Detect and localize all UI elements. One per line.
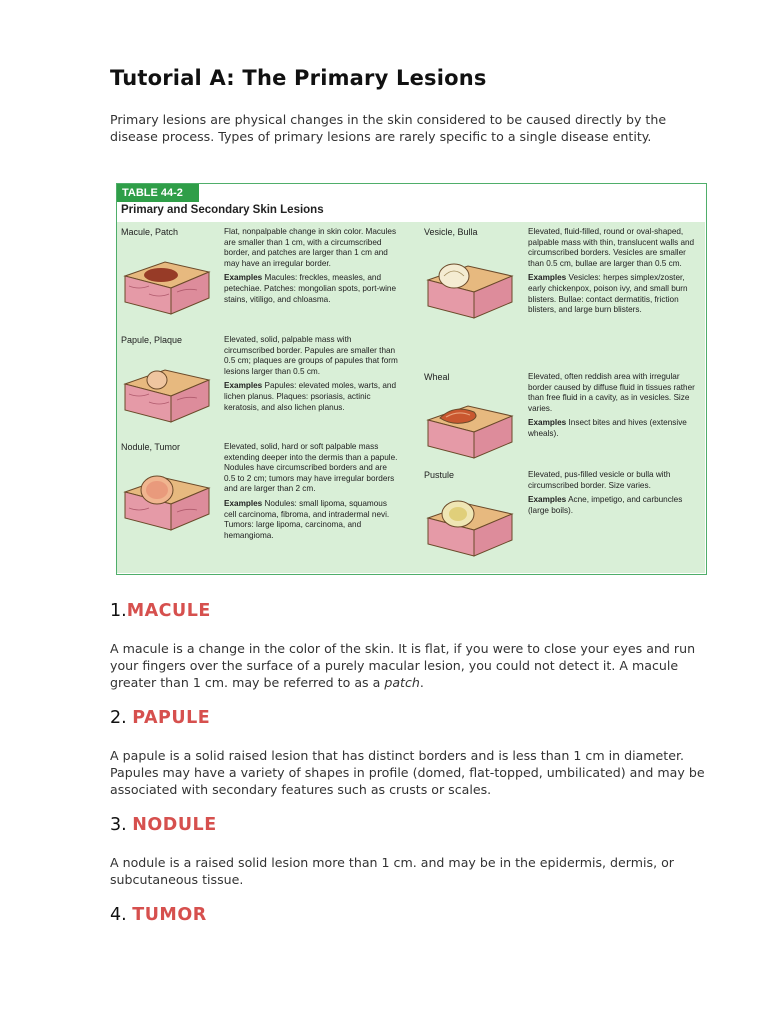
lesion-name-nodule: Nodule, Tumor xyxy=(121,442,181,452)
macule-patch-term: patch xyxy=(384,675,420,690)
wheal-examples xyxy=(528,418,704,439)
section-text-papule: A papule is a solid raised lesion that has distinct borders and is less than 1 cm in diameter. Papules may have a variety of shapes in profile (domed, flat-topped, umbilicated) and may be associated with secondary features such as crusts or scales. xyxy=(110,748,705,797)
papule-illustration xyxy=(121,350,213,424)
examples-label: Examples xyxy=(528,418,567,428)
wheal-illustration xyxy=(424,386,516,460)
lesion-name-pustule: Pustule xyxy=(424,470,455,480)
lesion-name-papule: Papule, Plaque xyxy=(121,335,183,345)
section-heading-macule xyxy=(110,601,211,621)
examples-label: Examples xyxy=(224,498,263,508)
lesion-desc-vesicle xyxy=(528,227,704,320)
lesion-desc-nodule xyxy=(224,442,400,545)
examples-label: Examples xyxy=(528,273,567,283)
macule-examples-text: Macules: freckles, measles, and petechiae. Patches: mongolian spots, port-wine stains, vitiligo, and chloasma. xyxy=(224,273,397,304)
intro-paragraph: Primary lesions are physical changes in the skin considered to be caused directly by the disease process. Types of primary lesions are rarely specific to a single disease entity. xyxy=(110,112,667,144)
papule-examples-text: Papules: elevated moles, warts, and lichen planus. Plaques: psoriasis, actinic keratosis, and also lichen planus. xyxy=(224,381,397,412)
section-text-nodule: A nodule is a raised solid lesion more than 1 cm. and may be in the epidermis, dermis, or subcutaneous tissue. xyxy=(110,855,674,887)
section-term: NODULE xyxy=(132,815,217,835)
lesion-name-vesicle: Vesicle, Bulla xyxy=(424,227,478,237)
page-title: Tutorial A: The Primary Lesions xyxy=(110,66,487,90)
nodule-description: Elevated, solid, hard or soft palpable mass extending deeper into the dermis than a papule. Nodules have circumscribed borders and are 0.5 to 2 cm; tumors may have irregular borders and are larger than 2 cm. xyxy=(224,442,398,494)
examples-label: Examples xyxy=(224,381,263,391)
table-body xyxy=(117,222,705,573)
nodule-examples-text: Nodules: small lipoma, squamous cell carcinoma, fibroma, and intradermal nevi. Tumors: large lipoma, carcinoma, and hemangioma. xyxy=(224,498,390,540)
vesicle-description: Elevated, fluid-filled, round or oval-shaped, palpable mass with thin, translucent walls and circumscribed borders. Vesicles are smaller than 0.5 cm, bullae are larger than 0.5 cm. xyxy=(528,227,695,268)
macule-illustration xyxy=(121,242,213,316)
section-number: 2. xyxy=(110,708,127,728)
section-text-macule xyxy=(110,640,710,691)
section-term: MACULE xyxy=(126,601,211,621)
macule-text: A macule is a change in the color of the skin. It is flat, if you were to close your eyes and run your fingers over the surface of a purely macular lesion, you could not detect it. A macule greater than 1 cm. may be referred to as a xyxy=(110,641,696,690)
examples-label: Examples xyxy=(528,495,567,505)
table-tag: TABLE 44-2 xyxy=(117,184,199,202)
section-heading-nodule xyxy=(110,815,217,835)
nodule-examples xyxy=(224,499,400,541)
papule-examples xyxy=(224,381,400,413)
macule-text-end: . xyxy=(419,675,424,690)
lesion-desc-wheal xyxy=(528,372,704,444)
lesions-table-figure xyxy=(116,183,707,575)
pustule-examples xyxy=(528,495,704,516)
lesion-desc-papule xyxy=(224,335,400,417)
section-heading-papule xyxy=(110,708,210,728)
table-title: Primary and Secondary Skin Lesions xyxy=(121,204,324,216)
papule-description: Elevated, solid, palpable mass with circumscribed border. Papules are smaller than 0.5 cm; plaques are groups of papules that form lesions larger than 0.5 cm. xyxy=(224,335,398,376)
section-term: TUMOR xyxy=(132,905,207,925)
vesicle-illustration xyxy=(424,246,516,320)
pustule-illustration xyxy=(424,484,516,558)
section-number: 4. xyxy=(110,905,127,925)
wheal-examples-text: Insect bites and hives (extensive wheals). xyxy=(528,418,687,438)
section-heading-tumor xyxy=(110,905,207,925)
examples-label: Examples xyxy=(224,273,263,283)
lesion-desc-macule xyxy=(224,227,400,309)
lesion-desc-pustule xyxy=(528,470,704,520)
vesicle-examples xyxy=(528,273,704,315)
nodule-illustration xyxy=(121,458,213,532)
macule-examples xyxy=(224,273,400,305)
macule-description: Flat, nonpalpable change in skin color. Macules are smaller than 1 cm, with a circumscribed border, and patches are larger than 1 cm and may have an irregular border. xyxy=(224,227,397,268)
pustule-examples-text: Acne, impetigo, and carbuncles (large boils). xyxy=(528,495,683,515)
lesion-name-wheal: Wheal xyxy=(424,372,450,382)
section-number: 3. xyxy=(110,815,127,835)
section-number: 1. xyxy=(110,601,127,621)
section-term: PAPULE xyxy=(132,708,211,728)
pustule-description: Elevated, pus-filled vesicle or bulla with circumscribed border. Size varies. xyxy=(528,470,671,490)
wheal-description: Elevated, often reddish area with irregular border caused by diffuse fluid in tissues rather than free fluid in a cavity, as in vesicles. Size varies. xyxy=(528,372,695,413)
vesicle-examples-text: Vesicles: herpes simplex/zoster, early chickenpox, poison ivy, and small burn blisters. Bullae: contact dermatitis, friction blisters, and large burn blisters. xyxy=(528,273,688,315)
lesion-name-macule: Macule, Patch xyxy=(121,227,179,237)
